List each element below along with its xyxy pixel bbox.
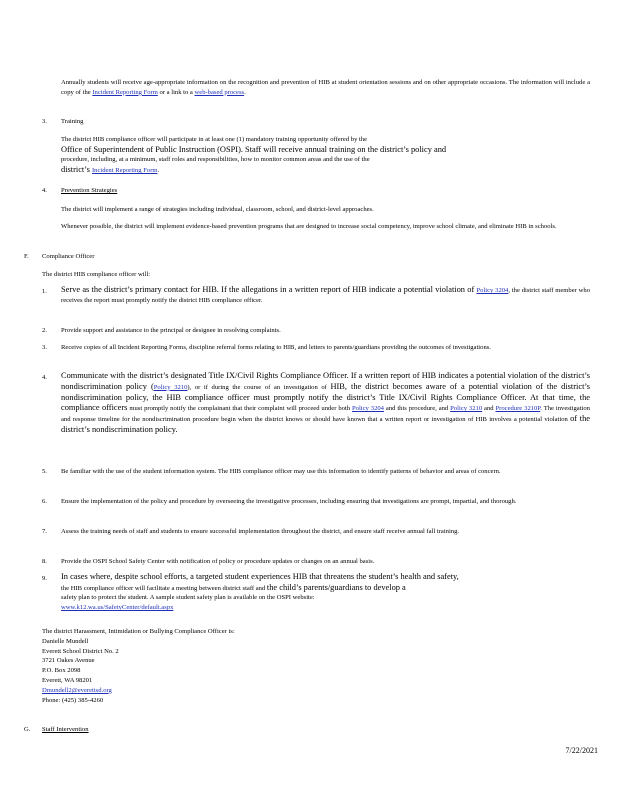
ospi-safety-center-link[interactable]: www.k12.wa.us/SafetyCenter/default.aspx [61, 604, 174, 612]
item-9-text [61, 572, 590, 613]
section-f-lead: The district HIB compliance officer will: [42, 271, 151, 278]
item-7-text: Assess the training needs of staff and students to ensure successful implementation throughout the district, and ensure staff receive annual fall training. [61, 528, 460, 535]
item-9-number: 9. [42, 575, 47, 582]
item-9-text-1: In cases where, despite school efforts, a targeted student experiences HIB that threatens the student’s health and safety, [61, 572, 459, 581]
training-line-2: Office of Superintendent of Public Instruction (OSPI). Staff will receive annual training on the district’s policy and [61, 144, 447, 154]
policy-3210-link[interactable]: Policy 3210 [153, 383, 188, 391]
contact-phone: Phone: (425) 385-4260 [42, 696, 104, 704]
training-number: 3. [42, 118, 47, 125]
item-4-text-2: ), or if during the course of an investigation of [187, 383, 327, 391]
intro-text-1: Annually students will receive age-appropriate information on the recognition and prevention of HIB at student orientation sessions and on other appropriate occasions. The information will include a copy of the [61, 79, 590, 96]
item-9-text-2: the HIB compliance officer will facilitate a meeting between district staff and [61, 584, 267, 592]
policy-3210-link-2[interactable]: Policy 3210 [450, 405, 483, 413]
intro-text-3: . [244, 88, 246, 96]
item-6-text: Ensure the implementation of the policy and procedure by overseeing the investigative processes, including ensuring that investigations are prompt, impartial, and thorough. [61, 498, 517, 505]
item-4-text-7: . The investigation and response timeline for the nondiscrimination procedure begin when the district knows or should have known that a written report or investigation of HIB involves a potential violation [61, 405, 590, 424]
item-8-number: 8. [42, 558, 47, 565]
item-4-text-4: must promptly notify the complainant that their complaint will proceed under both [129, 405, 352, 413]
item-1-number: 1. [42, 288, 47, 295]
prevention-heading: Prevention Strategies [61, 187, 118, 194]
item-9-text-3: the child’s parents/guardians to develop a [266, 582, 406, 592]
item-4-text-1: Communicate with the district’s designated Title IX/Civil Rights Compliance Officer. If a written report of HIB indicates a potential violation of the district’s nondiscrimination policy ( [61, 371, 590, 391]
prevention-paragraph-1: The district will implement a range of strategies including individual, classroom, school, and district-level approaches. [61, 206, 374, 213]
contact-city: Everett, WA 98201 [42, 676, 93, 684]
item-6-number: 6. [42, 498, 47, 505]
item-4-text-5: and this procedure, and [383, 405, 451, 413]
section-f-heading: Compliance Officer [42, 253, 95, 260]
item-3-text: Receive copies of all Incident Reporting Forms, discipline referral forms relating to HIB, and letters to parents/guardians providing the outcomes of investigations. [61, 344, 491, 351]
item-4-text-8: of the district’s nondiscrimination policy. [61, 414, 590, 434]
item-4-number: 4. [42, 374, 47, 381]
training-paragraph [61, 135, 590, 176]
contact-organization: Everett School District No. 2 [42, 647, 119, 655]
item-4-text [61, 371, 590, 436]
section-g-letter: G. [24, 726, 31, 733]
item-9-text-4: safety plan to protect the student. A sample student safety plan is available on the OSPI website: [61, 594, 315, 602]
web-based-process-link[interactable]: web-based process [194, 88, 245, 96]
prevention-paragraph-2: Whenever possible, the district will implement evidence-based prevention programs that are designed to increase social competency, improve school climate, and eliminate HIB in schools. [61, 223, 557, 230]
contact-name: Danielle Mundell [42, 637, 89, 645]
training-line-1: The district HIB compliance officer will participate in at least one (1) mandatory training opportunity offered by the [61, 136, 368, 143]
item-7-number: 7. [42, 528, 47, 535]
contact-email-link[interactable]: Dmundell2@everettsd.org [42, 686, 112, 694]
item-2-number: 2. [42, 327, 47, 334]
item-1-text-a: Serve as the district’s primary contact for HIB. If the allegations in a written report of HIB indicate a potential violation of [61, 285, 477, 294]
policy-3204-link[interactable]: Policy 3204 [476, 287, 509, 294]
item-3-number: 3. [42, 344, 47, 351]
item-5-number: 5. [42, 468, 47, 475]
training-line-4: district’s [61, 165, 92, 175]
footer-date: 7/22/2021 [565, 746, 598, 755]
section-g-heading: Staff Intervention [42, 726, 89, 733]
intro-paragraph [61, 78, 590, 98]
training-incident-form-link[interactable]: Incident Reporting Form [91, 167, 158, 175]
item-1-text [61, 285, 590, 306]
section-f-letter: F. [24, 253, 29, 260]
item-4-text-3: HIB, the district becomes aware of a potential violation of the district’s nondiscrimination policy, the HIB compliance officer must promptly notify the district’s Title IX/Civil Rights Compliance Officer. At that time, the compliance officers [61, 381, 591, 413]
policy-3204-link-2[interactable]: Policy 3204 [352, 405, 384, 413]
compliance-officer-contact [42, 627, 442, 705]
training-line-4-end: . [157, 167, 160, 175]
item-5-text: Be familiar with the use of the student information system. The HIB compliance officer may use this information to identify patterns of behavior and areas of concern. [61, 468, 501, 475]
procedure-3210p-link[interactable]: Procedure 3210P [495, 405, 541, 413]
contact-title: The district Harassment, Intimidation or Bullying Compliance Officer is: [42, 628, 235, 635]
item-2-text: Provide support and assistance to the principal or designee in resolving complaints. [61, 327, 281, 334]
contact-street: 3721 Oakes Avenue [42, 657, 95, 665]
item-4-text-6: and [482, 405, 496, 413]
training-heading: Training [61, 118, 84, 125]
contact-po-box: P.O. Box 2098 [42, 667, 81, 675]
item-8-text: Provide the OSPI School Safety Center with notification of policy or procedure updates or changes on an annual basis. [61, 558, 375, 565]
item-1-text-b: , the district staff member who receives the report must promptly notify the district HIB compliance officer. [61, 287, 590, 304]
training-line-3: procedure, including, at a minimum, staff roles and responsibilities, how to monitor common areas and the use of the [61, 156, 370, 164]
intro-text-2: or a link to a [157, 88, 195, 96]
incident-reporting-form-link[interactable]: Incident Reporting Form [92, 88, 158, 96]
prevention-number: 4. [42, 187, 47, 194]
